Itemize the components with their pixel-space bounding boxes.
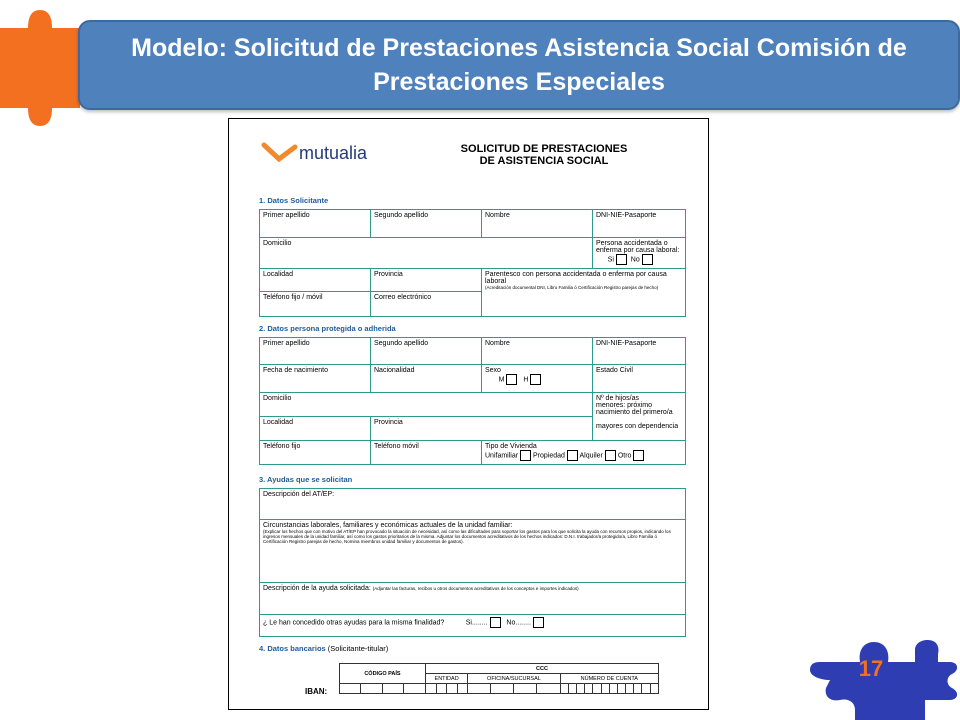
field3-descripcion-ayuda[interactable] [260, 583, 686, 615]
descripcion-ayuda-label: Descripción de la ayuda solicitada: [263, 585, 371, 592]
field2-nombre[interactable]: Nombre [482, 338, 593, 365]
field-parentesco[interactable] [482, 269, 686, 317]
field2-telefono-fijo[interactable]: Teléfono fijo [260, 441, 371, 465]
no-label: No [630, 256, 640, 264]
field-persona-accidentada [593, 238, 686, 269]
field2-segundo-apellido[interactable]: Segundo apellido [371, 338, 482, 365]
h-label: H [523, 376, 529, 384]
numero-cuenta-header: NÚMERO DE CUENTA [560, 674, 658, 684]
field2-estado-civil[interactable]: Estado Civil [593, 365, 686, 393]
form-title-line1: SOLICITUD DE PRESTACIONES [460, 143, 628, 155]
parentesco-note: (Acreditación documental DNI, Libro Familia ó Certificación Registro parejas de hecho) [485, 285, 659, 290]
no-checkbox[interactable] [642, 254, 653, 265]
iban-label: IBAN: [305, 687, 328, 696]
bank-table [339, 663, 659, 694]
otras-no-label: No [506, 619, 516, 627]
section2-table [259, 337, 686, 465]
h-checkbox[interactable] [530, 374, 541, 385]
field2-dni[interactable]: DNI-NIE-Pasaporte [593, 338, 686, 365]
propiedad-checkbox[interactable] [567, 450, 578, 461]
entidad-header: ENTIDAD [425, 674, 467, 684]
field2-tipo-vivienda [482, 441, 686, 465]
field-provincia[interactable]: Provincia [371, 269, 482, 292]
field2-hijos[interactable] [593, 393, 686, 441]
iban-digit-row[interactable] [340, 684, 659, 694]
hijos-label: Nº de hijos/as [596, 395, 640, 402]
section4-subheading: (Solicitante-titular) [327, 644, 389, 653]
persona-accidentada-label: Persona accidentada o enferma por causa laboral: [596, 240, 680, 254]
field2-nacionalidad[interactable]: Nacionalidad [371, 365, 482, 393]
field-telefono[interactable]: Teléfono fijo / móvil [260, 292, 371, 317]
propiedad-label: Propiedad [533, 452, 565, 460]
si-checkbox[interactable] [616, 254, 627, 265]
page-number: 17 [858, 656, 884, 681]
field2-localidad[interactable]: Localidad [260, 417, 371, 441]
otras-si-checkbox[interactable] [490, 617, 501, 628]
field3-otras-ayudas: ¿ Le han concedido otras ayudas para la misma finalidad? Si........ No........ [260, 615, 686, 637]
parentesco-label: Parentesco con persona accidentada o enferma por causa laboral [485, 271, 667, 285]
slide-title: Modelo: Solicitud de Prestaciones Asistencia Social Comisión de Prestaciones Especiales [131, 34, 907, 96]
descripcion-ayuda-note: (Adjuntar las facturas, recibos u otros documentos acreditativos de los conceptos e importes indicados) [372, 586, 579, 591]
unifamiliar-checkbox[interactable] [520, 450, 531, 461]
si-label: Si [607, 256, 614, 264]
otro-checkbox[interactable] [633, 450, 644, 461]
unifamiliar-label: Unifamiliar [485, 452, 519, 460]
form-title-line2: DE ASISTENCIA SOCIAL [479, 155, 609, 167]
field2-telefono-movil[interactable]: Teléfono móvil [371, 441, 482, 465]
sexo-label: Sexo [485, 367, 501, 374]
tipo-vivienda-label: Tipo de Vivienda [485, 443, 537, 450]
field2-fecha-nacimiento[interactable]: Fecha de nacimiento [260, 365, 371, 393]
otro-label: Otro [617, 452, 632, 460]
oficina-header: OFICINA/SUCURSAL [468, 674, 560, 684]
form-document [228, 118, 709, 710]
field-nombre[interactable]: Nombre [482, 210, 593, 238]
field-segundo-apellido[interactable]: Segundo apellido [371, 210, 482, 238]
menores-label: menores: próximo nacimiento del primero/a [596, 402, 673, 416]
field2-primer-apellido[interactable]: Primer apellido [260, 338, 371, 365]
section4-heading [259, 644, 388, 653]
section3-table [259, 488, 686, 637]
circunstancias-label: Circunstancias laborales, familiares y económicas actuales de la unidad familiar: [263, 522, 513, 529]
otras-no-checkbox[interactable] [533, 617, 544, 628]
title-banner [78, 20, 960, 110]
alquiler-checkbox[interactable] [605, 450, 616, 461]
field-correo[interactable]: Correo electrónico [371, 292, 482, 317]
field-primer-apellido[interactable]: Primer apellido [260, 210, 371, 238]
section1-heading: 1. Datos Solicitante [259, 196, 329, 205]
field3-descripcion-atep[interactable]: Descripción del AT/EP: [260, 489, 686, 520]
mayores-label: mayores con dependencia [596, 423, 679, 430]
field-domicilio[interactable]: Domicilio [260, 238, 593, 269]
field2-provincia[interactable]: Provincia [371, 417, 593, 441]
logo-text: mutualia [299, 143, 368, 163]
m-label: M [498, 376, 505, 384]
field2-sexo [482, 365, 593, 393]
field2-domicilio[interactable]: Domicilio [260, 393, 593, 417]
field3-circunstancias[interactable] [260, 520, 686, 583]
field-localidad[interactable]: Localidad [260, 269, 371, 292]
section4-title: 4. Datos bancarios [259, 644, 326, 653]
alquiler-label: Alquiler [579, 452, 603, 460]
otras-ayudas-label: ¿ Le han concedido otras ayudas para la misma finalidad? [263, 619, 445, 627]
m-checkbox[interactable] [506, 374, 517, 385]
section2-heading: 2. Datos persona protegida o adherida [259, 324, 396, 333]
form-title [429, 143, 659, 167]
circunstancias-note: (Explicar los hechos que con motivo del AT/EP han provocado la situación de necesidad, así como las dificultades para soportar los gastos para los que solicita la ayuda con recursos propios, indicando los ingresos mensuales de la unidad familiar, así como los gastos prioritarios de la misma. Adjuntar los documentos acreditativos de los hechos indicados: D.N.I. trabajador/a protegido/a, Libro Familia ó Certificación Registro parejas de hecho, Nomina miembros unidad familiar y documentos de gastos). [263, 529, 671, 544]
section3-heading: 3. Ayudas que se solicitan [259, 475, 353, 484]
section1-table [259, 209, 686, 317]
ccc-header: CCC [425, 664, 658, 674]
otras-si-label: Si [465, 619, 472, 627]
field-dni[interactable]: DNI-NIE-Pasaporte [593, 210, 686, 238]
codigo-pais-header: CÓDIGO PAÍS [340, 664, 426, 684]
